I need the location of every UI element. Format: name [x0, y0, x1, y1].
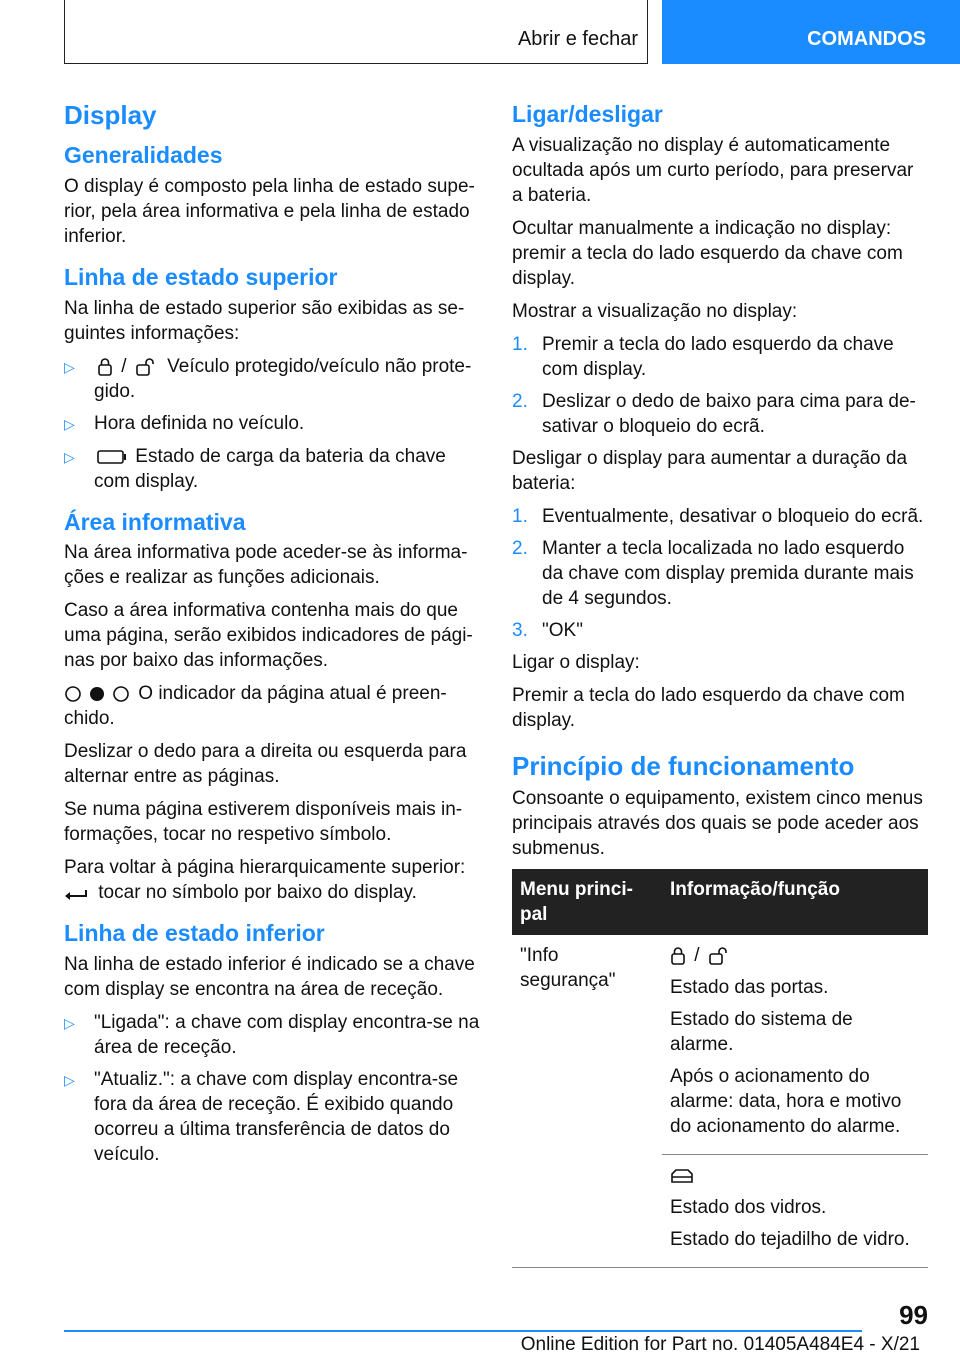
- list-item: [64, 411, 482, 437]
- right-column: [512, 100, 928, 1268]
- list-item: [64, 1067, 482, 1167]
- paragraph: Deslizar o dedo para a direita ou esquerda para alternar entre as páginas.: [64, 741, 467, 788]
- icon-separator: /: [694, 944, 700, 966]
- footer-rule: [64, 1330, 862, 1332]
- heading-linha-inferior: Linha de estado inferior: [64, 920, 325, 947]
- footer-edition: Online Edition for Part no. 01405A484E4 - X/21: [520, 1334, 920, 1355]
- table-row: [512, 1154, 928, 1267]
- page-number: 99: [899, 1300, 928, 1330]
- heading-area-informativa: Área informativa: [64, 508, 246, 535]
- paragraph: Ligar o display:: [512, 651, 640, 673]
- paragraph: [64, 855, 482, 905]
- paragraph: Consoante o equipamento, existem cinco menus principais através dos quais se pode aceder aos submenus.: [512, 787, 923, 859]
- list-number: 3.: [512, 619, 528, 641]
- list-item: [512, 504, 928, 529]
- bullet-triangle-icon: ▷: [64, 415, 75, 432]
- paragraph: Mostrar a visualização no display:: [512, 300, 798, 322]
- back-instruction: Para voltar à página hierarquicamente superior:: [64, 857, 466, 879]
- list-item-text: Premir a tecla do lado esquerdo da chave com display.: [542, 333, 894, 380]
- paragraph: Premir a tecla do lado esquerdo da chave com display.: [512, 684, 905, 731]
- bullet-triangle-icon: ▷: [64, 1072, 75, 1089]
- table-cell-menu: "Info segurança": [520, 944, 616, 991]
- list-item-text: "Ligada": a chave com display encontra-se na área de receção.: [94, 1012, 480, 1059]
- paragraph: O display é composto pela linha de estado supe-rior, pela área informativa e pela linha de estado inferior.: [64, 175, 475, 247]
- paragraph: Desligar o display para aumentar a duração da bateria:: [512, 447, 908, 494]
- table-cell-info: [662, 935, 928, 1155]
- info-line: Estado dos vidros.: [670, 1196, 827, 1218]
- info-line: Estado do tejadilho de vidro.: [670, 1228, 910, 1250]
- table-header-row: [512, 869, 928, 935]
- lock-closed-icon: [97, 357, 113, 377]
- heading-principio: Princípio de funcionamento: [512, 750, 855, 781]
- heading-ligar-desligar: Ligar/desligar: [512, 101, 663, 127]
- paragraph: Ocultar manualmente a indicação no display: premir a tecla do lado esquerdo da chave com display.: [512, 217, 903, 289]
- battery-icon: [97, 450, 127, 464]
- paragraph: A visualização no display é automaticamente ocultada após um curto período, para preservar a bateria.: [512, 134, 914, 206]
- list-item: [64, 1010, 482, 1060]
- list-number: 1.: [512, 505, 528, 527]
- heading-linha-superior: Linha de estado superior: [64, 263, 338, 290]
- menu-table: [512, 869, 928, 1268]
- table-header-info: Informação/função: [662, 869, 928, 935]
- lock-open-icon: [708, 946, 732, 966]
- list-number: 1.: [512, 333, 528, 355]
- table-row: [512, 935, 928, 1155]
- info-line: Após o acionamento do alarme: data, hora e motivo do acionamento do alarme.: [670, 1065, 902, 1137]
- paragraph: Na área informativa pode aceder-se às informa-ções e realizar as funções adicionais.: [64, 542, 468, 589]
- list-number: 2.: [512, 537, 528, 559]
- info-line: Estado das portas.: [670, 976, 829, 998]
- list-item-text: Hora definida no veículo.: [94, 412, 305, 434]
- table-header-menu: Menu princi-pal: [512, 869, 662, 935]
- header-chapter-tab: [662, 0, 960, 64]
- info-line: Estado do sistema de alarme.: [670, 1008, 853, 1055]
- window-icon: [670, 1168, 694, 1184]
- list-item: [64, 444, 482, 494]
- table-cell-menu: [512, 1154, 662, 1267]
- chapter-label: COMANDOS: [807, 28, 926, 50]
- list-item-text: Veículo protegido/veículo não prote-gido.: [94, 355, 472, 402]
- bullet-triangle-icon: ▷: [64, 1015, 75, 1032]
- header-section: Abrir e fechar: [517, 28, 638, 50]
- list-number: 2.: [512, 390, 528, 412]
- list-item: [512, 536, 928, 611]
- list-item: [512, 389, 928, 439]
- list-item-text: Estado de carga da bateria da chave com display.: [94, 445, 446, 492]
- bullet-triangle-icon: ▷: [64, 448, 75, 465]
- list-item-text: Deslizar o dedo de baixo para cima para de-sativar o bloqueio do ecrã.: [542, 390, 916, 437]
- list-item-text: "Atualiz.": a chave com display encontra-se fora da área de receção. É exibido quando ocorreu a última transferência de datos do veículo.: [94, 1069, 459, 1166]
- left-column: [64, 100, 482, 1174]
- list-item: [512, 332, 928, 382]
- list-item-text: Eventualmente, desativar o bloqueio do ecrã.: [542, 505, 924, 527]
- paragraph: Na linha de estado superior são exibidas as se-guintes informações:: [64, 297, 465, 344]
- paragraph: Na linha de estado inferior é indicado se a chave com display se encontra na área de receção.: [64, 954, 475, 1001]
- lock-open-icon: [135, 357, 159, 377]
- bullet-triangle-icon: ▷: [64, 358, 75, 375]
- heading-generalidades: Generalidades: [64, 142, 223, 169]
- page-indicator-text: O indicador da página atual é preen-chido.: [64, 683, 447, 730]
- paragraph: [64, 681, 482, 731]
- lock-closed-icon: [670, 946, 686, 966]
- paragraph: Caso a área informativa contenha mais do que uma página, serão exibidos indicadores de pági-nas por baixo das informações.: [64, 600, 473, 672]
- back-arrow-icon: [64, 885, 90, 901]
- page-title: Display: [64, 100, 157, 130]
- page-dots-icon: [64, 684, 130, 704]
- paragraph: Se numa página estiverem disponíveis mais in-formações, tocar no respetivo símbolo.: [64, 799, 463, 846]
- table-cell-info: [662, 1154, 928, 1267]
- list-item: [512, 618, 928, 643]
- list-item: [64, 354, 482, 404]
- back-instruction-tail: tocar no símbolo por baixo do display.: [98, 882, 417, 904]
- icon-separator: /: [121, 355, 127, 377]
- list-item-text: Manter a tecla localizada no lado esquerdo da chave com display premida durante mais de 4 segundos.: [542, 537, 914, 609]
- list-item-text: "OK": [542, 619, 583, 641]
